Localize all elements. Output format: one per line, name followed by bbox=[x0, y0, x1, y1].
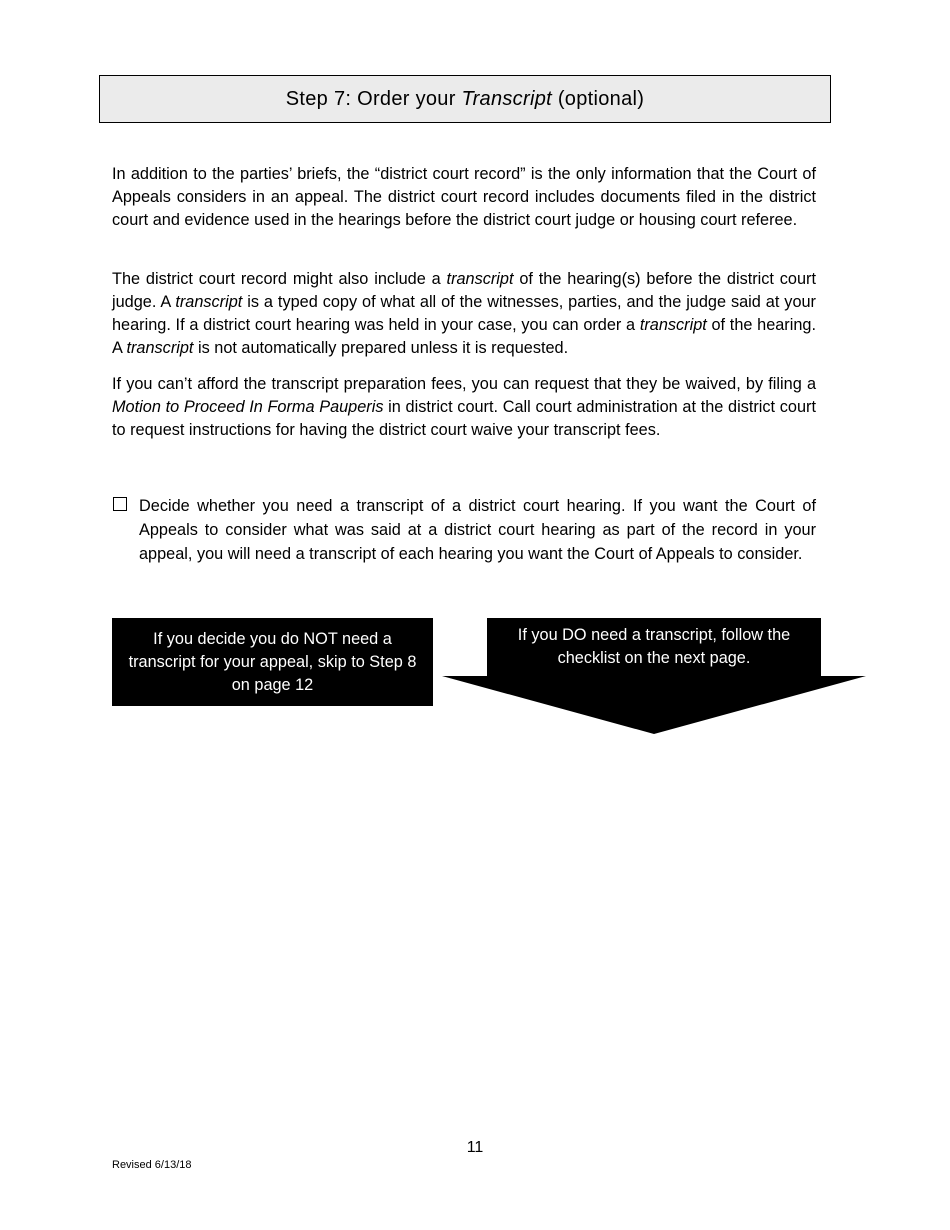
p3-text-a: If you can’t afford the transcript preparation fees, you can request that they be waived, by filing a bbox=[112, 375, 816, 393]
p2-text-c: of the hearing(s) before the district court judge. A bbox=[112, 270, 816, 311]
checklist-item-decide-transcript bbox=[113, 494, 816, 566]
checklist-item-text: Decide whether you need a transcript of a district court hearing. If you want the Court of Appeals to consider what was said at a district court hearing as part of the record in your appeal, you will need a transcript of each hearing you want the Court of Appeals to consider. bbox=[139, 497, 816, 563]
page-number: 11 bbox=[466, 1139, 484, 1156]
need-transcript-box: If you DO need a transcript, follow the checklist on the next page. bbox=[517, 626, 791, 667]
p3-text-c: in district court. Call court administration at the district court to request instructions for having the district court waive your transcript fees. bbox=[112, 398, 816, 439]
p2-text-a: The district court record might also include a bbox=[112, 270, 447, 288]
p2-text-g: of the hearing. A bbox=[112, 316, 816, 357]
p2-text-e: is a typed copy of what all of the witnesses, parties, and the judge said at your hearing. If a district court hearing was held in your case, you can order a bbox=[112, 293, 816, 334]
p2-italic-b: transcript bbox=[446, 270, 514, 288]
p2-text-i: is not automatically prepared unless it is requested. bbox=[193, 339, 569, 357]
skip-to-step-8-box: If you decide you do NOT need a transcript for your appeal, skip to Step 8 on page 12 bbox=[112, 618, 433, 706]
paragraph-transcript-definition bbox=[112, 268, 816, 360]
step-header bbox=[99, 75, 831, 123]
p2-italic-f: transcript bbox=[639, 316, 707, 334]
checkbox-icon[interactable] bbox=[113, 497, 127, 511]
step-title-suffix: (optional) bbox=[551, 87, 645, 110]
step-title-italic: Transcript bbox=[461, 87, 552, 110]
step-title-prefix: Step 7: Order your bbox=[285, 87, 462, 110]
p3-italic-motion: Motion to Proceed In Forma Pauperis bbox=[112, 398, 384, 416]
paragraph-district-court-record: In addition to the parties’ briefs, the “district court record” is the only information that the Court of Appeals considers in an appeal. The district court record includes documents filed in the district court and evidence used in the hearings before the district court judge or housing court referee. bbox=[112, 165, 816, 229]
p2-italic-h: transcript bbox=[126, 339, 194, 357]
revised-date: Revised 6/13/18 bbox=[112, 1159, 192, 1171]
paragraph-fee-waiver bbox=[112, 373, 816, 442]
p2-italic-d: transcript bbox=[175, 293, 243, 311]
